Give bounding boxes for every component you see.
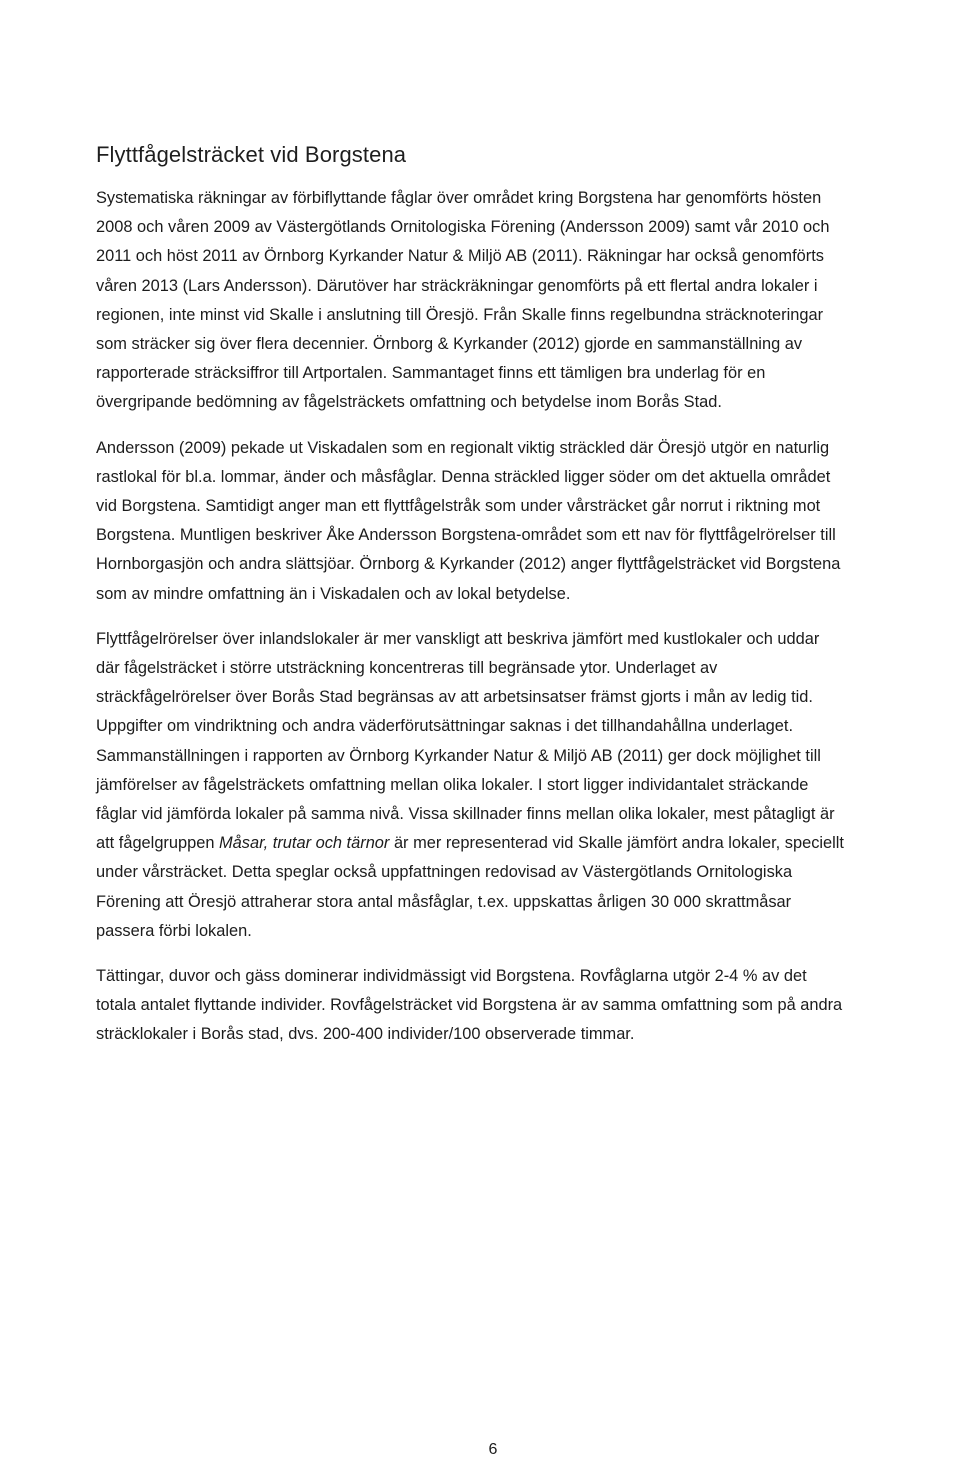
page-number: 6 — [488, 1441, 498, 1458]
paragraph-counting-history: Systematiska räkningar av förbiflyttande fåglar över området kring Borgstena har genomförts hösten 2008 och våren 2009 av Västergötlands Ornitologiska Förening (Andersson 2009) samt vår 2010 och 2011 och höst 2011 av Örnborg Kyrkander Natur & Miljö AB (2011). Räkningar har också genomförts våren 2013 (Lars Andersson). Därutöver har sträckräkningar genomförts på ett flertal andra lokaler i regionen, inte minst vid Skalle i anslutning till Öresjö. Från Skalle finns regelbundna sträcknoteringar som sträcker sig över flera decennier. Örnborg & Kyrkander (2012) gjorde en sammanställning av rapporterade sträcksiffror till Artportalen. Sammantaget finns ett tämligen bra underlag för en övergripande bedömning av fågelsträckets omfattning och betydelse inom Borås Stad. — [96, 189, 830, 412]
paragraph-inland-comparison-part-1: Flyttfågelrörelser över inlandslokaler är mer vanskligt att beskriva jämfört med kustlokaler och uddar där fågelsträcket i större utsträckning koncentreras till begränsade ytor. Underlaget av sträckfågelrörelser över Borås Stad begränsas av att arbetsinsatser främst gjorts i mån av ledig tid. Uppgifter om vindriktning och andra väderförutsättningar saknas i det tillhandahållna underlaget. Sammanställningen i rapporten av Örnborg Kyrkander Natur & Miljö AB (2011) ger dock möjlighet till jämförelser av fågelsträckets omfattning mellan olika lokaler. I stort ligger individantalet sträckande fåglar vid jämförda lokaler på samma nivå. Vissa skillnader finns mellan olika lokaler, mest påtagligt är att fågelgruppen — [96, 629, 835, 853]
paragraph-inland-comparison-part-2: är mer representerad vid Skalle jämfört andra lokaler, speciellt under vårsträcket. Detta speglar också uppfattningen redovisad av Västergötlands Ornitologiska Förening att Öresjö attraherar stora antal måsfåglar, t.ex. uppskattas årligen 30 000 skrattmåsar passera förbi lokalen. — [96, 834, 844, 940]
paragraph-species-composition: Tättingar, duvor och gäss dominerar individmässigt vid Borgstena. Rovfåglarna utgör 2-4 % av det totala antalet flyttande individer. Rovfågelsträcket vid Borgstena är av samma omfattning som på andra sträcklokaler i Borås stad, dvs. 200-400 individer/100 observerade timmar. — [96, 967, 843, 1044]
paragraph-migration-routes: Andersson (2009) pekade ut Viskadalen som en regionalt viktig sträckled där Öresjö utgör en naturlig rastlokal för bl.a. lommar, änder och måsfåglar. Denna sträckled ligger söder om det aktuella området vid Borgstena. Samtidigt anger man ett flyttfågelstråk som under vårsträcket går norrut i riktning mot Borgstena. Muntligen beskriver Åke Andersson Borgstena-området som ett nav för flyttfågelrörelser till Hornborgasjön och andra slättsjöar. Örnborg & Kyrkander (2012) anger flyttfågelsträcket vid Borgstena som av mindre omfattning än i Viskadalen och av lokal betydelse. — [96, 438, 841, 603]
paragraph-inland-comparison — [96, 625, 846, 946]
document-body — [96, 138, 846, 1066]
bird-group-italic: Måsar, trutar och tärnor — [219, 834, 390, 853]
section-heading: Flyttfågelsträcket vid Borgstena — [96, 142, 407, 167]
